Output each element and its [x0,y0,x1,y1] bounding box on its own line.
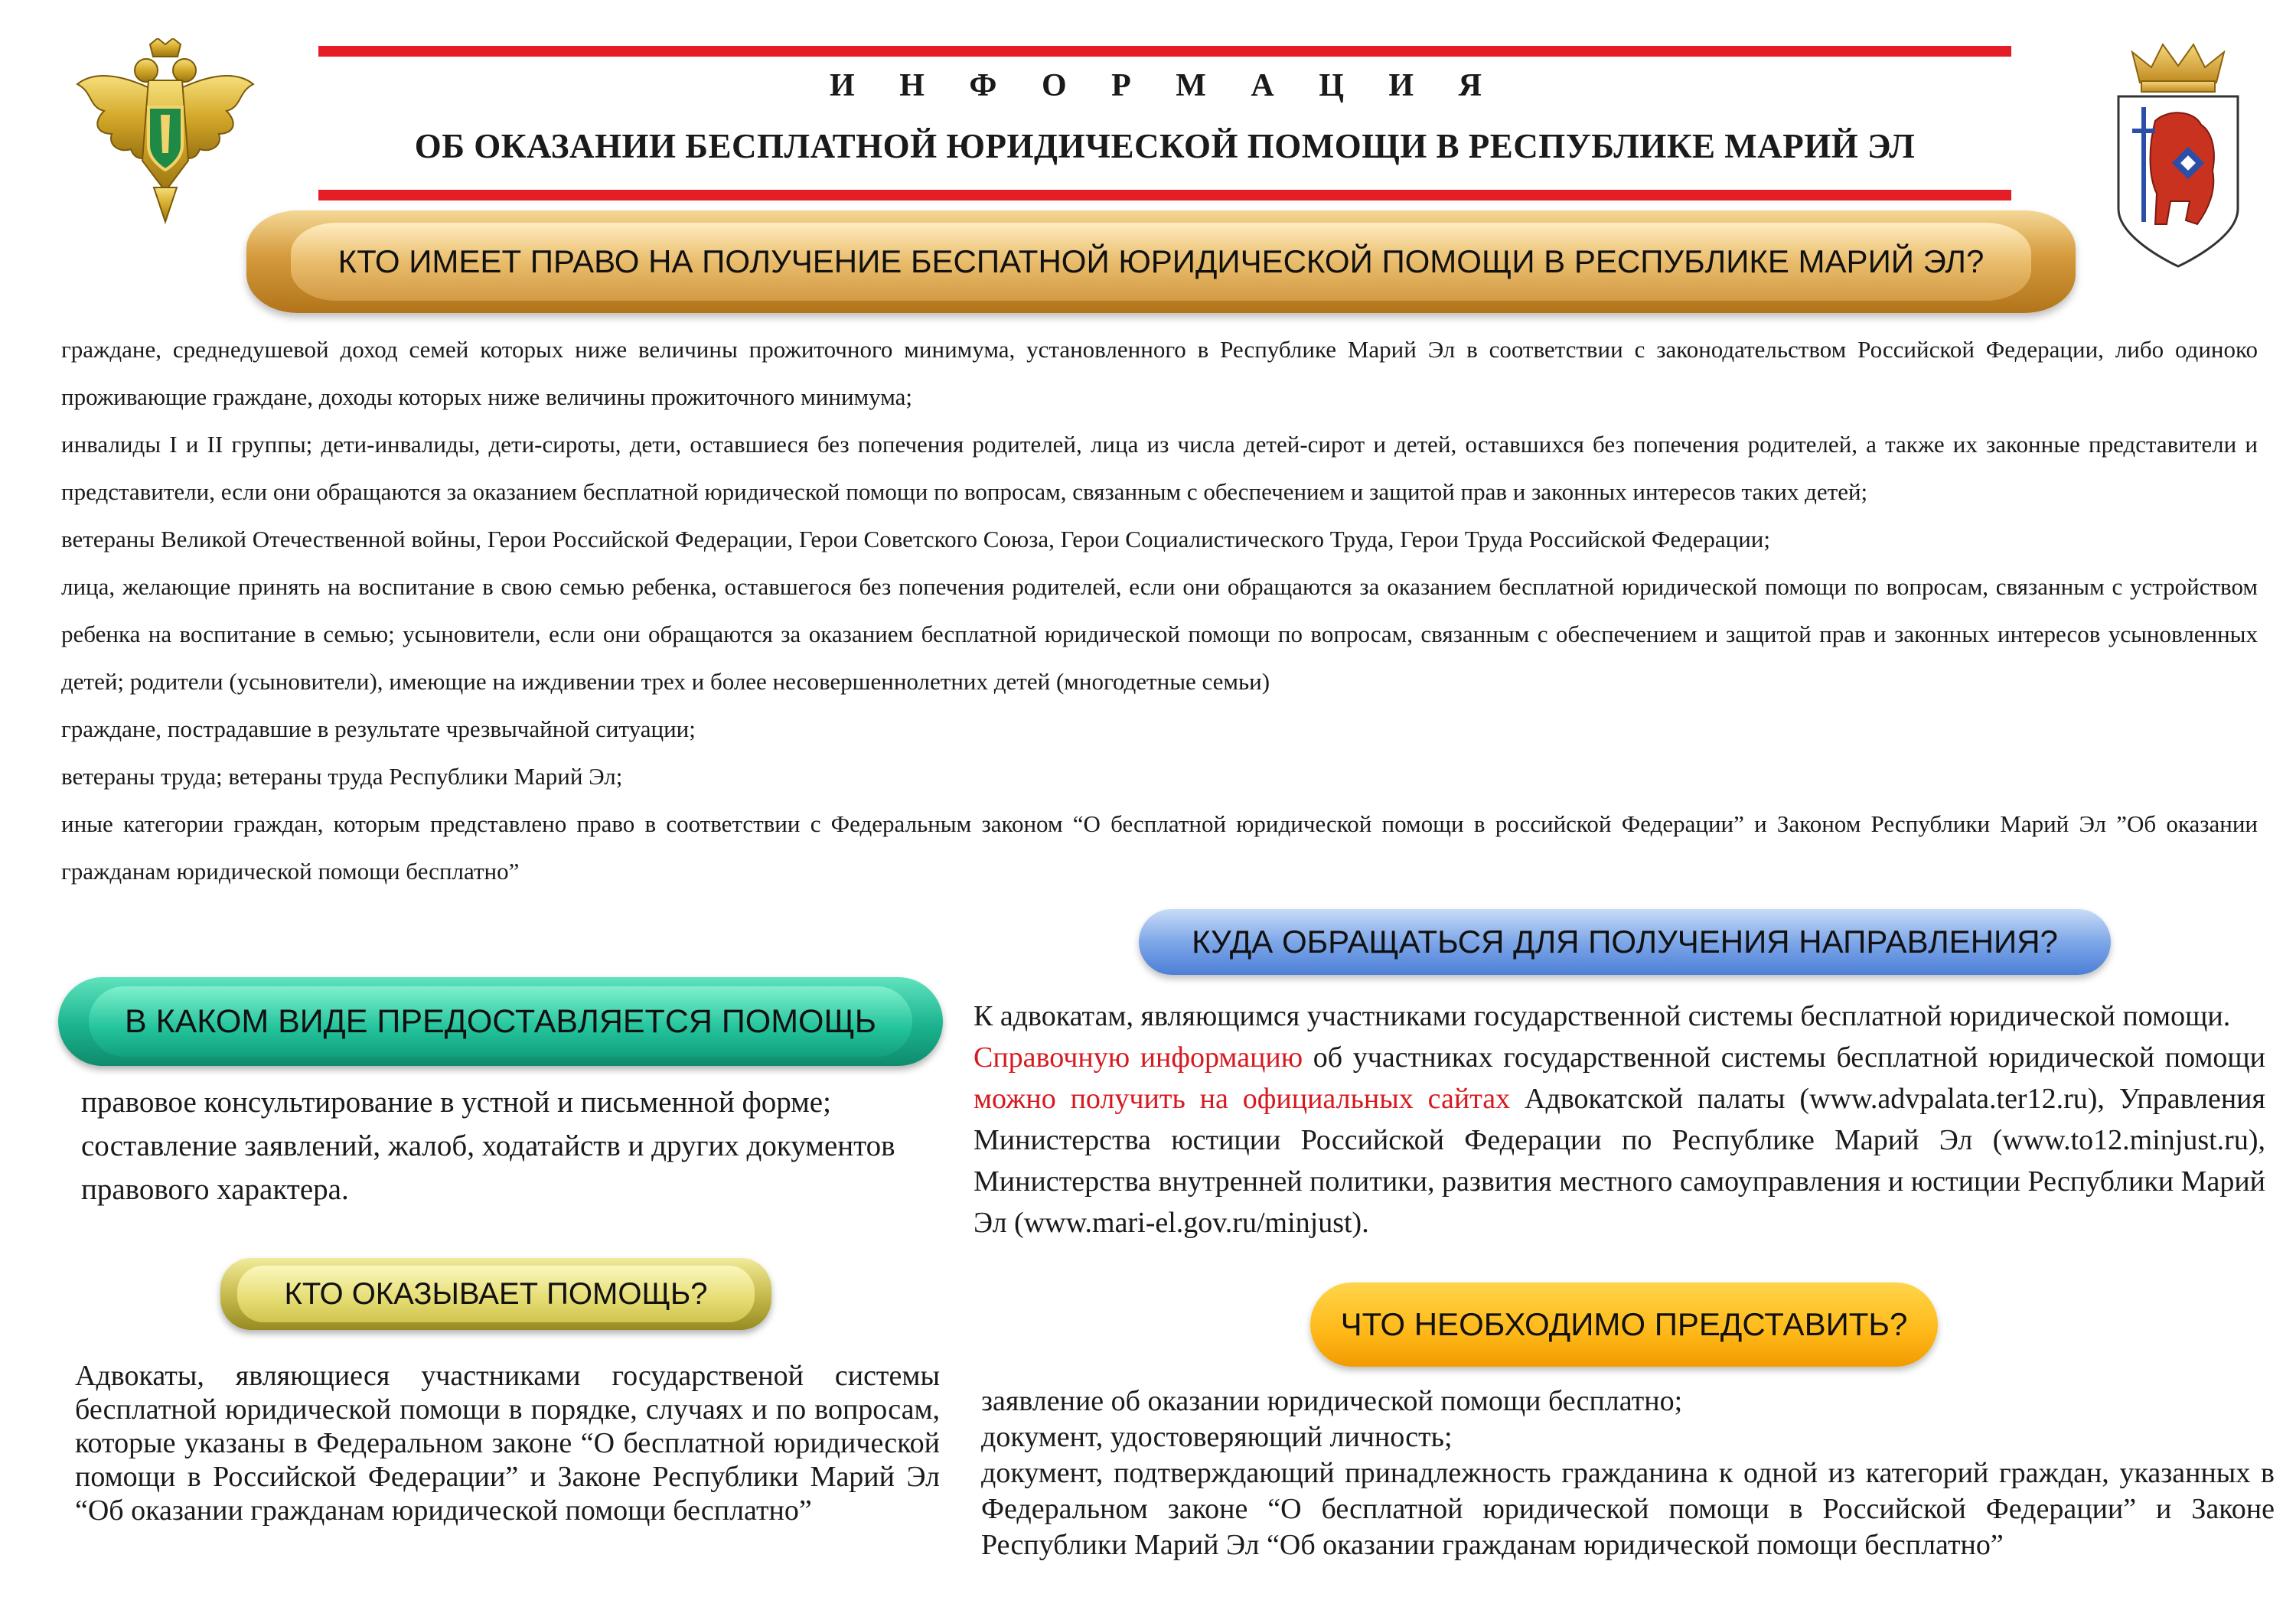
header-top-bar [318,46,2011,57]
page-subtitle: ОБ ОКАЗАНИИ БЕСПЛАТНОЙ ЮРИДИЧЕСКОЙ ПОМОЩИ В РЕСПУБЛИКЕ МАРИЙ ЭЛ [414,127,1916,165]
where-to-apply-heading: КУДА ОБРАЩАТЬСЯ ДЛЯ ПОЛУЧЕНИЯ НАПРАВЛЕНИЯ? [1192,924,2058,960]
list-item: лица, желающие принять на воспитание в свою семью ребенка, оставшегося без попечения родителей, если они обращаются за оказанием бесплатной юридической помощи по вопросам, связанным с устройством ребенка на воспитание в семью; усыновители, если они обращаются за оказанием бесплатной юридической помощи по вопросам, связанным с обеспечением и защитой прав и законных интересов усыновленных детей; родители (усыновители), имеющие на иждивении трех и более несовершеннолетних детей (многодетные семьи) [61,573,2258,695]
eagle-emblem-icon [73,38,257,230]
list-item: ветераны Великой Отечественной войны, Герои Российской Федерации, Герои Советского Союза, Герои Социалистического Труда, Герои Труда Российской Федерации; [61,526,1770,552]
list-item: заявление об оказании юридической помощи бесплатно; [981,1385,1683,1417]
list-item: документ, подтверждающий принадлежность гражданина к одной из категорий граждан, указанных в Федеральном законе “О бесплатной юридической помощи в Российской Федерации” и Законе Республики Марий Эл “Об оказании гражданам юридической помощи бесплатно” [981,1457,2275,1561]
who-entitled-list [61,326,2258,895]
list-item: граждане, пострадавшие в результате чрезвычайной ситуации; [61,715,696,742]
form-of-help-banner [58,977,943,1066]
what-needed-list [981,1383,2275,1563]
list-item: инвалиды I и II группы; дети-инвалиды, дети-сироты, дети, оставшиеся без попечения родителей, лица из числа детей-сирот и детей, оставшихся без попечения родителей, а также их законные представители и представители, если они обращаются за оказанием бесплатной юридической помощи по вопросам, связанным с обеспечением и защитой прав и законных интересов таких детей; [61,431,2258,505]
page-title: И Н Ф О Р М А Ц И Я [830,68,1500,103]
form-of-help-list [81,1080,954,1211]
list-item: граждане, среднедушевой доход семей которых ниже величины прожиточного минимума, установленного в Республике Марий Эл в соответствии с законодательством Российской Федерации, либо одиноко проживающие граждане, доходы которых ниже величины прожиточного минимума; [61,336,2258,410]
list-item: иные категории граждан, которым представлено право в соответствии с Федеральным законом “О бесплатной юридической помощи в российской Федерации” и Законом Республики Марий Эл ”Об оказании гражданам юридической помощи бесплатно” [61,810,2258,885]
who-entitled-heading: КТО ИМЕЕТ ПРАВО НА ПОЛУЧЕНИЕ БЕСПАТНОЙ ЮРИДИЧЕСКОЙ ПОМОЩИ В РЕСПУБЛИКЕ МАРИЙ ЭЛ? [338,243,1985,279]
official-sites-highlight: можно получить на официальных сайтах [974,1083,1511,1115]
who-entitled-banner [246,210,2076,313]
where-to-apply-text [974,996,2265,1243]
list-item: составление заявлений, жалоб, ходатайств и других документов правового характера. [81,1129,895,1206]
header-bottom-bar [318,190,2011,200]
list-item: документ, удостоверяющий личность; [981,1421,1453,1453]
who-provides-text [75,1359,940,1527]
who-provides-banner [220,1258,771,1330]
form-of-help-heading: В КАКОМ ВИДЕ ПРЕДОСТАВЛЯЕТСЯ ПОМОЩЬ [124,1002,877,1040]
list-item: правовое консультирование в устной и письменной форме; [81,1086,831,1119]
who-provides-paragraph: Адвокаты, являющиеся участниками государственой системы бесплатной юридической помощи в порядке, случаях и по вопросам, которые указаны в Федеральном законе “О бесплатной юридической помощи в Российской Федерации” и Законе Республики Марий Эл “Об оказании гражданам юридической помощи бесплатно” [75,1360,940,1527]
where-to-apply-banner [1139,909,2111,975]
who-provides-heading: КТО ОКАЗЫВАЕТ ПОМОЩЬ? [284,1276,708,1311]
where-to-apply-details: Справочную информацию об участниках государственной системы бесплатной юридической помощи можно получить на официальных сайтах Адвокатской палаты (www.advpalata.ter12.ru), Управления Министерства юстиции Российской Федерации по Республике Марий Эл (www.to12.minjust.ru), Министерства внутренней политики, развития местного самоуправления и юстиции Республики Марий Эл (www.mari-el.gov.ru/minjust). [974,1041,2266,1239]
list-item: ветераны труда; ветераны труда Республики Марий Эл; [61,763,623,790]
what-needed-heading: ЧТО НЕОБХОДИМО ПРЕДСТАВИТЬ? [1340,1306,1908,1342]
reference-info-highlight: Справочную информацию [974,1041,1303,1074]
mari-el-coat-of-arms-icon [2109,37,2247,282]
where-to-apply-intro: К адвокатам, являющимся участниками государственной системы бесплатной юридической помощи. [974,1000,2231,1032]
what-needed-banner [1310,1282,1938,1367]
